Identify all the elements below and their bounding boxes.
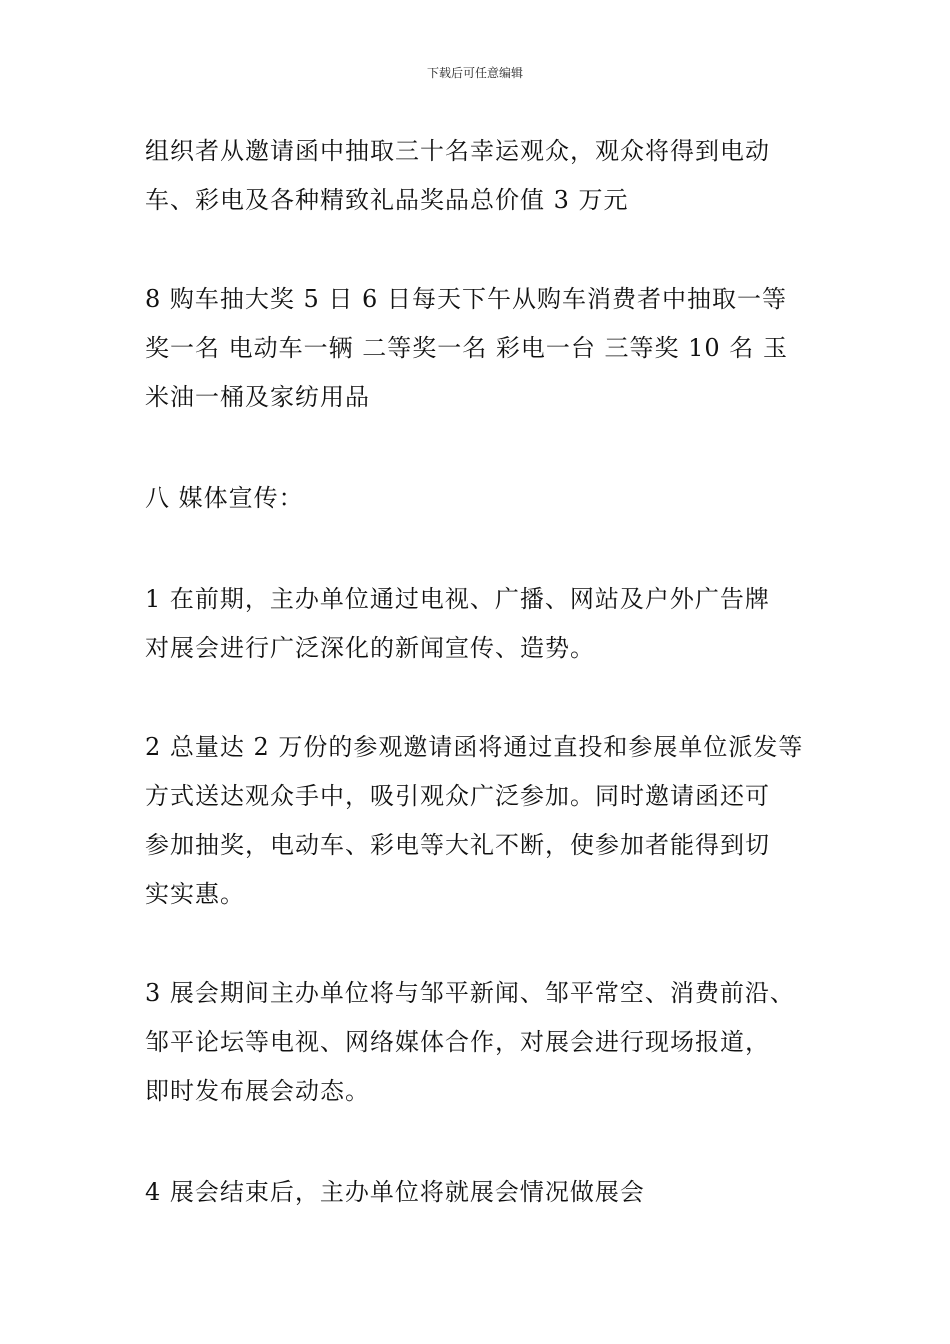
paragraph-media-item-2 <box>145 723 815 919</box>
text-line: 2 总量达 2 万份的参观邀请函将通过直投和参展单位派发等 <box>145 733 804 761</box>
page-header: 下载后可任意编辑 <box>426 66 523 80</box>
text-line: 即时发布展会动态。 <box>145 1077 370 1105</box>
text-line: 米油一桶及家纺用品 <box>145 383 370 411</box>
text-line: 对展会进行广泛深化的新闻宣传、造势。 <box>145 634 595 662</box>
text-line: 组织者从邀请函中抽取三十名幸运观众，观众将得到电动 <box>145 137 770 165</box>
text-line: 8 购车抽大奖 5 日 6 日每天下午从购车消费者中抽取一等 <box>145 285 787 313</box>
paragraph-lottery-audience <box>145 127 815 225</box>
text-line: 实实惠。 <box>145 880 245 908</box>
paragraph-car-purchase-lottery <box>145 275 815 422</box>
text-line: 八 媒体宣传： <box>145 484 304 512</box>
text-line: 车、彩电及各种精致礼品奖品总价值 3 万元 <box>145 186 629 214</box>
text-line: 3 展会期间主办单位将与邹平新闻、邹平常空、消费前沿、 <box>145 979 795 1007</box>
text-line: 参加抽奖，电动车、彩电等大礼不断，使参加者能得到切 <box>145 831 770 859</box>
text-line: 邹平论坛等电视、网络媒体合作，对展会进行现场报道， <box>145 1028 770 1056</box>
paragraph-media-item-4 <box>145 1168 815 1217</box>
text-line: 方式送达观众手中，吸引观众广泛参加。同时邀请函还可 <box>145 782 770 810</box>
text-line: 1 在前期，主办单位通过电视、广播、网站及户外广告牌 <box>145 585 770 613</box>
text-line: 奖一名 电动车一辆 二等奖一名 彩电一台 三等奖 10 名 玉 <box>145 334 788 362</box>
paragraph-media-item-1 <box>145 575 815 673</box>
paragraph-media-item-3 <box>145 969 815 1116</box>
section-heading-media <box>145 474 815 523</box>
text-line: 4 展会结束后，主办单位将就展会情况做展会 <box>145 1178 645 1206</box>
